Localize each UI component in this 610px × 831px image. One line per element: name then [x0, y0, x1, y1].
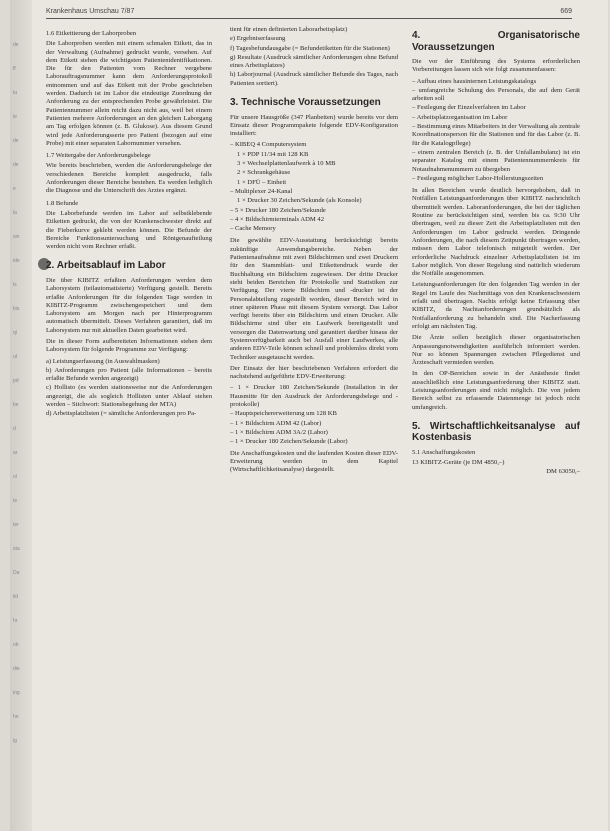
section-2-paragraph-1: Die über KIBITZ erfaßten Anforderungen werden dem Laborsystem (teilautomatisierte) Verfügung gestellt. Bereits erfaßte Anforderungen für die folgenden Tage werden in KIBITZ-Programm zwischengespeichert und dem Laborsystem am Morgen nach per Hinterprogramm automatisch übermittelt. Dieses Verfahren garantiert, daß im Laborsystem nur mit aktuellen Daten gearbeitet wird. [46, 276, 212, 334]
section-1-7-text: Wie bereits beschrieben, werden die Anforderungsbelege der verschiedenen Bereiche komplett ausgedruckt, falls Anforderungen dieser Bereiche bestehen. Es werden lediglich die Diagnose und die Unterschrift des Arztes ergänzt. [46, 162, 212, 195]
margin-fragment: e [13, 186, 16, 192]
margin-fragment: ing [13, 690, 20, 696]
margin-fragment: Da [13, 570, 20, 576]
margin-fragment: die [13, 666, 20, 672]
extension-item: – 1 × Drucker 180 Zeichen/Sekunde (Installation in der Hausmitte für den Ausdruck der Anforderungsbelege und -protokolle) [230, 384, 398, 409]
margin-fragment: ide [13, 258, 20, 264]
section-2-title: 2. Arbeitsablauf im Labor [46, 260, 166, 272]
list-item: tient für einen definierten Laborarbeitsplatz) [230, 26, 348, 33]
margin-fragment: te [13, 498, 18, 504]
preparation-item: – Aufbau eines hausinternen Leistungskatalogs [412, 77, 537, 85]
hardware-item: 1 × DFÜ – Einheit [237, 178, 287, 186]
preparation-item: – einem zentralen Bereich (z. B. der Unfallambulanz) ist ein separater Katalog mit einem Patientennummernkreis für Notaufnahmenummern zu übergeben [412, 148, 580, 173]
preparation-item: – Arbeitsplatzorganisation im Labor [412, 113, 508, 121]
hardware-item: – Cache Memory [230, 225, 276, 233]
section-5-title: 5. Wirtschaftlichkeitsanalyse auf Kostenbasis [412, 420, 580, 444]
list-item: c) Hollisto (es werden stationsweise nur die Anforderungen angezeigt, die als sogleich Hollisten unter Ablauf stehen werden – Stichwort: Stationsbegehung der MTA) [46, 384, 212, 409]
margin-fragment: be [13, 402, 19, 408]
list-item: d) Arbeitsplatzlisten (= sämtliche Anforderungen pro Pa- [46, 410, 197, 418]
section-4-paragraph-4: Die Ärzte sollen bezüglich dieser organisatorischen Anpassungsnotwendigkeiten ausführlich informiert werden. Nur so können Spannungen zwischen Pflegedienst und Ärzteschaft vermieden werden. [412, 334, 580, 367]
section-3-paragraph-2: Die gewählte EDV-Ausstattung berücksichtigt bereits zukünftige Anwendungsbereiche. Neben der Patientenaufnahme mit zwei Bildschirmen und zwei Druckern für den Stammblatt- und Etikettendruck wurde der Buchhaltung ein Bildschirm zugewiesen. Der dritte Drucker steht beiden Bereichen für Protokolle und Statistiken zur Verfügung. Der vierte Bildschirm und -drucker ist der Personalabteilung zugestellt worden, dieser Bereich wird in einer späteren Phase mit diesem System versorgt. Das Labor verfügt bereits über ein Bildschirm und einen Drucker. Alle Bildschirme sind über ein Laufwerk bereitgestellt und versorgen die Datenwartung und garantiert darüber hinaus der Systemverfügbarkeit auch bei Ausfall einer Laufwerkes, alle anderen EDV-Teile können schnell und problemlos direkt vom Techniker ausgetauscht werden. [230, 237, 398, 361]
previous-page-margin [10, 0, 32, 831]
hardware-item: 1 × PDP 11/34 mit 128 KB [237, 150, 309, 158]
preparation-item: – umfangreiche Schulung des Personals, die auf dem Gerät arbeiten soll [412, 86, 580, 103]
section-3-paragraph-4: Die Anschaffungskosten und die laufenden Kosten dieser EDV-Erweiterung werden in dem Kapitel (Wirtschaftlichkeitsanalyse) dargestellt. [230, 449, 398, 474]
extension-item: – 1 × Drucker 180 Zeichen/Sekunde (Labor) [230, 438, 348, 446]
section-2-paragraph-2: Die in dieser Form aufbereiteten Informationen stehen dem Laborsystem für folgende Programme zur Verfügung: [46, 338, 212, 354]
section-1-6-text: Die Laborproben werden mit einem schmalen Etikett, das in der Verwaltung (Aufnahme) gedruckt wurde, versehen. Auf dem Etikett stehen die wichtigsten Patientenidentifikationen. Die für den Patienten vom Rechner vergebene Laborauftragsnummer kann dem Anforderungsprotokoll entnommen und auf das Etikett mit der Probe geschrieben werden. Dadurch ist im Labor die eindeutige Zuordnung der Anforderung zu der entsprechenden Probe gewährleistet. Die Patientennummer allein reicht dazu nicht aus, weil bei einem Patienten mehrere Anforderungen an den gleichen Laborgang am Tag erfolgen können (z. B. Glukose). Aus diesem Grund wird jede Anforderungsserie pro Patient (bezogen auf eine Probe) mit einer separaten Labornummer versehen. [46, 40, 212, 147]
preparation-item: – Festlegung möglicher Labor-Hollerstungszeiten [412, 174, 544, 182]
margin-fragment: ff [13, 66, 16, 72]
hardware-item: – 5 × Drucker 180 Zeichen/Sekunde [230, 206, 326, 214]
margin-fragment: sin [13, 234, 20, 240]
list-item: h) Laborjournal (Ausdruck sämtlicher Befunde des Tages, nach Patienten sortiert). [230, 71, 398, 87]
margin-fragment: la [13, 210, 17, 216]
column-3 [412, 26, 580, 826]
margin-fragment: tu [13, 90, 18, 96]
hardware-item: 3 × Wechselplattenlaufwerk à 10 MB [237, 160, 336, 168]
hardware-item: – KIBEQ 4 Computersystem [230, 141, 307, 149]
hardware-item: – 4 × Bildschirmterminals ADM 42 [230, 215, 325, 223]
margin-fragment: sta [13, 546, 20, 552]
preparation-item: – Bestimmung eines Mitarbeiters in der Verwaltung als zentrale Koordinationsperson für die Stationen und für das Labor (z. B. für die Katalogpflege) [412, 123, 580, 147]
section-4-paragraph-2: In allen Bereichen wurde deutlich hervorgehoben, daß in Notfällen Leistungsanforderungen über KIBITZ nachrichtlich übermittelt werden. Laboranforderungen, die bei der täglichen Routine zu berücksichtigen sind, werden bis ca. 9:30 Uhr übertragen, weil zu dieser Zeit die Arbeitsplatzlisten mit den Anforderungen im Labor gedruckt werden. Dringende Anforderungen, die nach diesem Zeitpunkt übertragen werden, müssen dem Labor telefonisch mitgeteilt werden. Der erforderliche Nachdruck einzelner Arbeitsplatzlisten ist im Labor möglich. Von dieser Regelung sind natürlich wiederum die Notfälle ausgenommen. [412, 187, 580, 278]
margin-fragment: de [13, 162, 19, 168]
extension-item: – 1 × Bildschirm ADM 42 (Labor) [230, 419, 322, 427]
section-5-1-heading: 5.1 Anschaffungskosten [412, 448, 476, 456]
extension-item: – Hauptspeichererweiterung um 128 KB [230, 410, 337, 418]
hardware-item: 1 × Drucker 30 Zeichen/Sekunde (als Konsole) [237, 197, 362, 205]
cost-total: DM 63050,– [546, 468, 580, 476]
margin-fragment: pd [13, 378, 19, 384]
section-1-7-heading: 1.7 Weitergabe der Anforderungsbelege [46, 152, 151, 160]
margin-fragment: ter [13, 522, 19, 528]
margin-fragment: ut [13, 354, 18, 360]
section-4-paragraph-3: Leistungsanforderungen für den folgenden Tag werden in der Regel im Laufe des Nachmittags von den Krankenschwestern erfaßt und übertragen. Nachts erfolgt keine Erfassung über KIBITZ, da Nachtanforderungen grundsätzlich als Notfallanforderung zu behandeln sind. Die Nacherfassung erfolgt am nächsten Tag. [412, 281, 580, 330]
margin-fragment: qi [13, 330, 17, 336]
column-1 [46, 26, 212, 826]
section-1-8-text: Die Laborbefunde werden im Labor auf selbstklebende Etiketten gedruckt, die von der Krankenschwester direkt auf die Fieberkurve geklebt werden können. Die Befunde der Bereiche Funktionsuntersuchung und Röntgenaufteilung werden nicht vom Rechner erfaßt. [46, 209, 212, 251]
margin-fragment: hn [13, 714, 19, 720]
column-2 [230, 26, 398, 826]
extension-item: – 1 × Bildschirm ADM 3A/2 (Labor) [230, 428, 328, 436]
list-item: e) Ergebniserfassung [230, 35, 286, 43]
section-1-6-heading: 1.6 Etikettierung der Laborproben [46, 30, 137, 37]
hardware-item: 2 × Schrankgehäuse [237, 169, 291, 177]
cost-item: 13 KIBITZ-Geräte (je DM 4850,–) [412, 459, 505, 467]
list-item: f) Tagesbefundausgabe (= Befundetiketten für die Stationen) [230, 44, 390, 52]
section-4-paragraph-1: Die vor der Einführung des Systems erforderlichen Vorbereitungen lassen sich wie folgt zusammenfassen: [412, 58, 580, 74]
journal-page [10, 0, 608, 831]
list-item: g) Resultate (Ausdruck sämtlicher Anforderungen ohne Befund eines Arbeitsplatzes) [230, 53, 398, 70]
section-1-8-heading: 1.8 Befunde [46, 199, 79, 207]
list-item: a) Leistungserfassung (in Auswahlmasken) [46, 357, 160, 365]
section-3-title: 3. Technische Voraussetzungen [230, 97, 381, 109]
margin-fragment: ild [13, 594, 19, 600]
margin-fragment: ar [13, 450, 18, 456]
margin-fragment: de [13, 42, 19, 48]
margin-fragment: ls [13, 282, 17, 288]
page-number: 669 [560, 8, 572, 15]
margin-fragment: d [13, 426, 16, 432]
section-3-paragraph-3: Der Einsatz der hier beschriebenen Verfahren erfordert die nachstehend aufgeführte EDV-Erweiterung: [230, 364, 398, 381]
margin-fragment: ie [13, 114, 17, 120]
margin-fragment: bis [13, 306, 20, 312]
margin-fragment: ob [13, 642, 19, 648]
margin-fragment: ol [13, 474, 17, 480]
section-4-paragraph-5: In den OP-Bereichen sowie in der Anästhesie findet ausschließlich eine Leistungsanforderung über KIBITZ statt. Leistungsanforderungen sind nicht möglich. Die von jedem Bereich selbst zu erfassende Datenmenge ist jedoch nicht umfangreich. [412, 370, 580, 411]
page-header [46, 6, 572, 19]
margin-fragment: hr [13, 618, 18, 624]
hardware-item: – Multiplexer 24-Kanal [230, 187, 293, 195]
journal-title: Krankenhaus Umschau 7/87 [46, 8, 135, 15]
margin-fragment: de [13, 138, 19, 144]
margin-fragment: ig [13, 738, 17, 744]
preparation-item: – Festlegung der Einzelverfahren im Labor [412, 104, 526, 112]
list-item: b) Anforderungen pro Patient (alle Informationen – bereits erfaßte Befunde werden angezeigt) [46, 366, 212, 383]
section-4-title: 4. Organisatorische Voraussetzungen [412, 30, 580, 53]
section-3-paragraph-1: Für unsere Hausgröße (347 Planbetten) wurde bereits vor dem Einsatz dieser Programmpakete folgende EDV-Konfiguration installiert: [230, 113, 398, 138]
